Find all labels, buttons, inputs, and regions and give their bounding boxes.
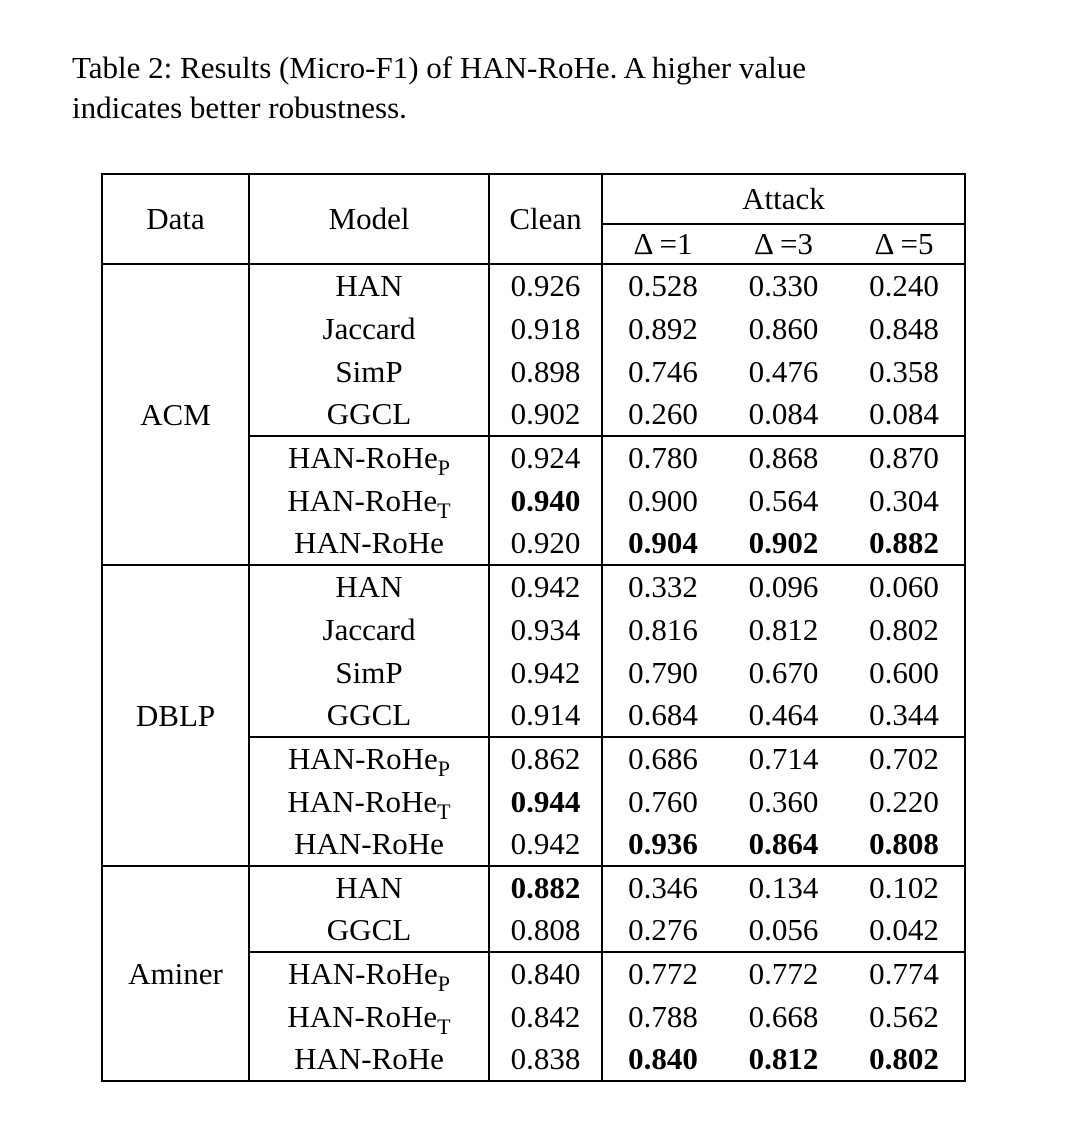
attack-value: 0.276 <box>628 912 698 947</box>
table-row <box>102 565 965 608</box>
attack-value: 0.780 <box>602 436 723 479</box>
clean-value: 0.920 <box>489 522 602 565</box>
attack-value: 0.670 <box>748 654 819 690</box>
model-cell: HAN-RoHe$_T$ <box>249 995 489 1038</box>
attack-value: 0.892 <box>628 310 698 346</box>
clean-value: 0.898 <box>489 350 602 393</box>
clean-value: 0.934 <box>489 608 602 651</box>
model-cell: HAN-RoHe$_P$ <box>249 952 489 995</box>
attack-value: 0.702 <box>844 737 965 780</box>
dataset-cell: DBLP <box>102 565 249 866</box>
attack-value: 0.816 <box>628 611 698 647</box>
clean-value: 0.882 <box>489 866 602 909</box>
attack-value: 0.220 <box>869 783 939 819</box>
model-cell: HAN-RoHe <box>249 522 489 565</box>
model-cell: HAN <box>249 264 489 307</box>
header-delta-1: Δ =1 <box>602 224 723 264</box>
attack-value: 0.304 <box>869 482 939 518</box>
clean-value: 0.918 <box>489 307 602 350</box>
model-cell: HAN <box>249 565 489 608</box>
header-model: Model <box>249 174 489 264</box>
clean-value: 0.940 <box>489 479 602 522</box>
clean-value: 0.914 <box>489 694 602 737</box>
model-subscript: T <box>437 497 451 523</box>
attack-value: 0.808 <box>869 826 939 861</box>
model-subscript: T <box>437 1013 451 1039</box>
attack-value: 0.684 <box>628 697 698 732</box>
model-cell: GGCL <box>249 393 489 436</box>
clean-value: 0.842 <box>489 995 602 1038</box>
attack-value: 0.102 <box>844 866 965 909</box>
attack-value: 0.042 <box>869 912 939 947</box>
clean-value: 0.942 <box>489 565 602 608</box>
attack-value: 0.840 <box>628 1041 698 1076</box>
attack-value: 0.772 <box>602 952 723 995</box>
dataset-cell: ACM <box>102 264 249 565</box>
attack-value: 0.084 <box>748 396 819 431</box>
attack-value: 0.528 <box>602 264 723 307</box>
header-clean: Clean <box>489 174 602 264</box>
attack-value: 0.860 <box>748 310 819 346</box>
attack-value: 0.360 <box>748 783 819 819</box>
clean-value: 0.924 <box>489 436 602 479</box>
model-cell: Jaccard <box>249 608 489 651</box>
attack-value: 0.870 <box>844 436 965 479</box>
header-row-1 <box>102 174 965 224</box>
model-cell: HAN-RoHe$_T$ <box>249 780 489 823</box>
model-cell: HAN-RoHe$_P$ <box>249 436 489 479</box>
clean-value: 0.808 <box>489 909 602 952</box>
caption-line-1: Table 2: Results (Micro-F1) of HAN-RoHe. A higher value <box>72 50 806 85</box>
header-delta-3: Δ =3 <box>723 224 844 264</box>
attack-value: 0.344 <box>869 697 939 732</box>
clean-value: 0.862 <box>489 737 602 780</box>
attack-value: 0.096 <box>723 565 844 608</box>
attack-value: 0.134 <box>723 866 844 909</box>
model-subscript: T <box>437 798 451 824</box>
attack-value: 0.882 <box>869 525 939 560</box>
table-caption <box>72 48 1032 128</box>
attack-value: 0.686 <box>602 737 723 780</box>
table-header <box>102 174 965 264</box>
attack-value: 0.772 <box>723 952 844 995</box>
clean-value: 0.838 <box>489 1038 602 1081</box>
model-subscript: P <box>437 455 451 481</box>
attack-value: 0.864 <box>748 826 819 861</box>
header-delta-5: Δ =5 <box>844 224 965 264</box>
model-subscript: P <box>437 756 451 782</box>
clean-value: 0.840 <box>489 952 602 995</box>
attack-value: 0.260 <box>628 396 698 431</box>
attack-value: 0.812 <box>748 1041 819 1076</box>
attack-value: 0.936 <box>628 826 698 861</box>
attack-value: 0.562 <box>869 998 939 1034</box>
model-cell: GGCL <box>249 694 489 737</box>
model-cell: HAN-RoHe$_T$ <box>249 479 489 522</box>
model-cell: GGCL <box>249 909 489 952</box>
clean-value: 0.942 <box>489 651 602 694</box>
attack-value: 0.564 <box>748 482 819 518</box>
model-cell: HAN <box>249 866 489 909</box>
attack-value: 0.060 <box>844 565 965 608</box>
table-row <box>102 264 965 307</box>
attack-value: 0.902 <box>748 525 819 560</box>
results-table <box>101 173 966 1082</box>
attack-value: 0.056 <box>748 912 819 947</box>
attack-value: 0.600 <box>869 654 939 690</box>
model-cell: HAN-RoHe$_P$ <box>249 737 489 780</box>
attack-value: 0.802 <box>869 1041 939 1076</box>
attack-value: 0.904 <box>628 525 698 560</box>
model-cell: SimP <box>249 350 489 393</box>
attack-value: 0.330 <box>723 264 844 307</box>
header-attack: Attack <box>602 174 965 224</box>
attack-value: 0.476 <box>748 353 819 389</box>
model-cell: HAN-RoHe <box>249 823 489 866</box>
attack-value: 0.848 <box>869 310 939 346</box>
attack-value: 0.084 <box>869 396 939 431</box>
attack-value: 0.802 <box>869 611 939 647</box>
table-body <box>102 264 965 1081</box>
attack-value: 0.346 <box>602 866 723 909</box>
table-row <box>102 866 965 909</box>
attack-value: 0.668 <box>748 998 819 1034</box>
caption-line-2: indicates better robustness. <box>72 90 407 125</box>
clean-value: 0.942 <box>489 823 602 866</box>
attack-value: 0.812 <box>748 611 819 647</box>
attack-value: 0.746 <box>628 353 698 389</box>
attack-value: 0.464 <box>748 697 819 732</box>
clean-value: 0.902 <box>489 393 602 436</box>
dataset-cell: Aminer <box>102 866 249 1081</box>
attack-value: 0.240 <box>844 264 965 307</box>
attack-value: 0.868 <box>723 436 844 479</box>
clean-value: 0.944 <box>489 780 602 823</box>
model-cell: Jaccard <box>249 307 489 350</box>
attack-value: 0.714 <box>723 737 844 780</box>
attack-value: 0.358 <box>869 353 939 389</box>
attack-value: 0.790 <box>628 654 698 690</box>
attack-value: 0.774 <box>844 952 965 995</box>
attack-value: 0.900 <box>628 482 698 518</box>
attack-value: 0.760 <box>628 783 698 819</box>
header-data: Data <box>102 174 249 264</box>
attack-value: 0.788 <box>628 998 698 1034</box>
model-cell: HAN-RoHe <box>249 1038 489 1081</box>
attack-value: 0.332 <box>602 565 723 608</box>
clean-value: 0.926 <box>489 264 602 307</box>
model-cell: SimP <box>249 651 489 694</box>
model-subscript: P <box>437 971 451 997</box>
